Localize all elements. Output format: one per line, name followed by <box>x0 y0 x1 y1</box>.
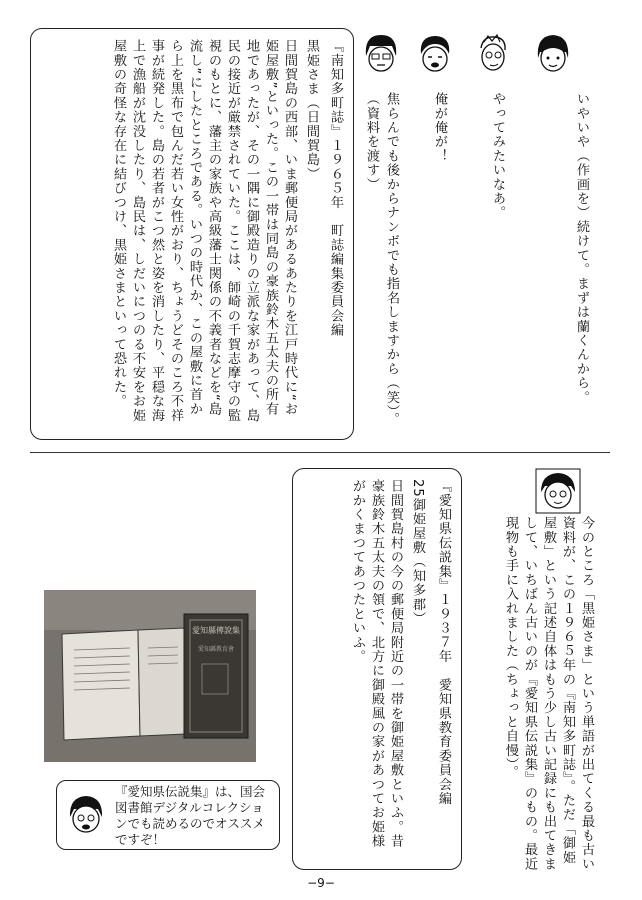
quote-source-title: 『愛知県伝説集』１９３７年 愛知県教育委員会編 <box>436 479 451 806</box>
speaker-face-icon <box>412 30 458 76</box>
speaker-face-icon <box>530 30 576 76</box>
dialogue-line: 焦らんでも後からナンボでも指名しますから（笑）。 <box>384 92 399 427</box>
recommendation-note <box>56 780 280 850</box>
dialogue-line: いやいや（作画を）続けて。まずは蘭くんから。 <box>574 92 589 405</box>
dialogue-line: 俺が俺が！ <box>432 92 447 163</box>
speaker-face-icon <box>358 30 404 76</box>
narrator-face-icon <box>63 791 109 837</box>
quote-body: 日間賀島の西部、いま郵便局があるあたりを江戸時代に“お姫屋敷”といった。この一帯は同島の豪族鈴木五太夫の所有地であったが、その一隅に御殿造りの立派な家があって、島民の接近が厳禁されていた。ここは、師崎の千賀志摩守の監視のもとに、藩主の家族や高級藩士関係の不義者などを“島流し”にしたところである。いつの時代か、この屋敷に首から上を黒布で包んだ若い女性がおり、ちょうどそのころ不祥事が続発した。島の若者がこつ然と姿を消したり、平穏な海上で漁船が沈没したり、島民は、しだいにつのる不安をお姫屋敷の奇怪な存在に結びつけ、黒姫さまといって恐れた。 <box>111 39 297 423</box>
quote-body: 日間賀島村の今の郵便局附近の一帯を御姫屋敷といふ。昔豪族鈴木五太夫の領で、北方に御殿風の家があつてお姫様がかくまつてあつたといふ。 <box>350 479 403 849</box>
dialogue-line: やってみたいなあ。 <box>490 92 505 220</box>
book-photo <box>44 590 256 762</box>
speaker-face-icon <box>470 30 516 76</box>
quote-heading: 黒姫さま（日間賀島） <box>304 39 319 181</box>
narrator-face-icon <box>535 468 581 514</box>
book-cover-title: 愛知縣傳說集 <box>192 626 240 635</box>
section-divider <box>30 452 610 453</box>
page-number: −9− <box>307 876 335 890</box>
note-text: 『愛知県伝説集』は、国会図書館デジタルコレクションでも読めるのでオススメですぞ！ <box>115 784 266 847</box>
quote-source-title: 『南知多町誌』１９６５年 町誌編集委員会編 <box>328 39 343 338</box>
narration-text: 今のところ「黒姫さま」という単語が出てくる最も古い資料が、この１９６５年の『南知多町誌』。ただ「御姫屋敷」という記述自体はもう少し古い記録にも出てきまして、いちばん古いのが『愛知県伝説集』のもの。最近現物も手に入れました（ちょっと自慢）。 <box>503 516 594 871</box>
book-cover-subtitle: 愛知縣教育會 <box>197 646 234 653</box>
dialogue-line: （資料を渡す） <box>364 92 379 192</box>
quote-heading: 25御姫屋敷（知多郡） <box>410 479 425 626</box>
quote-box-town-history <box>30 28 354 440</box>
quote-box-legend-collection <box>292 468 462 870</box>
